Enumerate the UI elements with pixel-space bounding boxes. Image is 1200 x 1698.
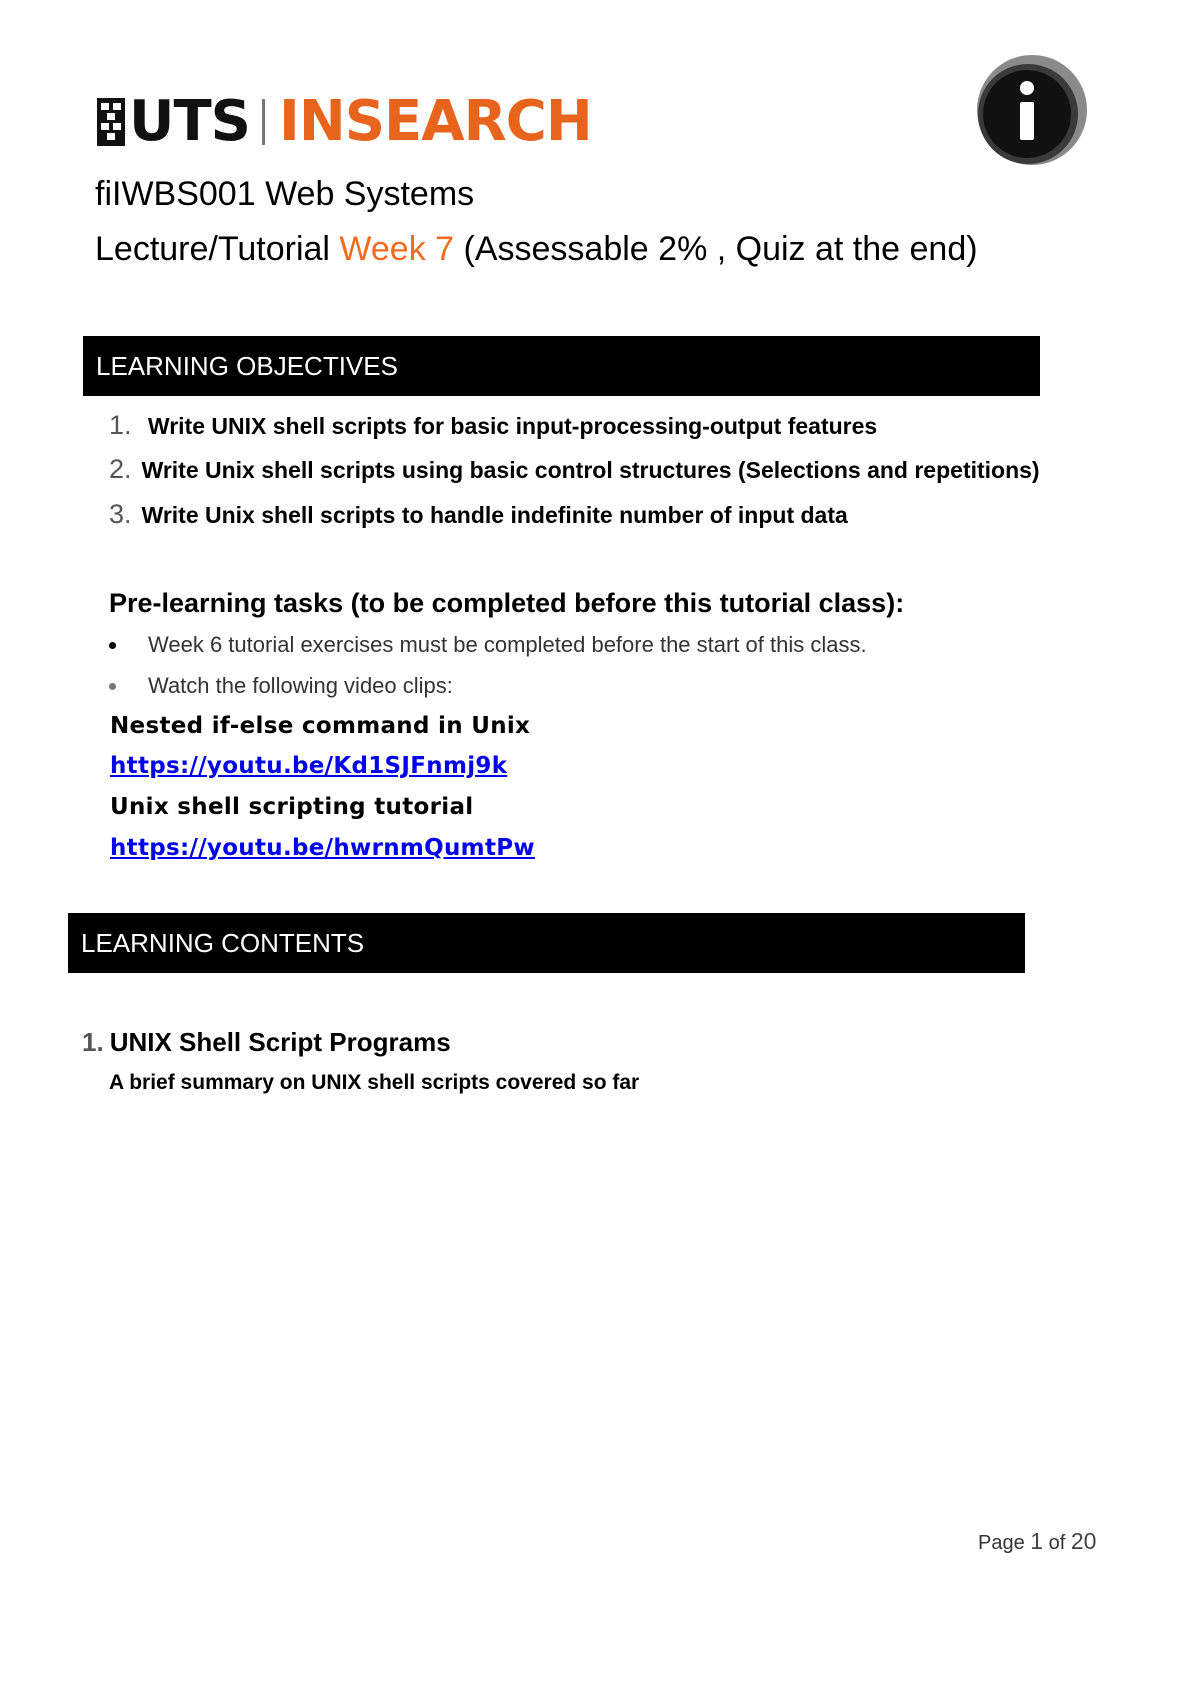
video-title: Unix shell scripting tutorial: [110, 794, 474, 820]
bullet-dot-icon: [109, 683, 116, 690]
bullet-text: Watch the following video clips:: [148, 673, 453, 698]
objective-item: [109, 452, 1040, 487]
logo-divider: [262, 99, 265, 145]
course-title: fiIWBS001 Web Systems: [95, 175, 475, 213]
lecture-subtitle: [95, 227, 978, 271]
objective-number: 3.: [109, 499, 132, 529]
uts-insearch-logo: [97, 89, 592, 154]
objective-text: Write Unix shell scripts using basic control structures (Selections and repetitions): [141, 457, 1040, 483]
objective-number: 2.: [109, 454, 132, 484]
page-word: Page: [978, 1532, 1031, 1554]
page-total: 20: [1070, 1528, 1097, 1554]
video-link[interactable]: https://youtu.be/hwrnmQumtPw: [110, 835, 535, 861]
logo-insearch-text: INSEARCH: [279, 89, 592, 154]
objective-text: Write UNIX shell scripts for basic input-processing-output features: [141, 413, 878, 439]
page-footer: [978, 1528, 1096, 1555]
section-number: 1.: [82, 1027, 104, 1057]
prelearning-title: Pre-learning tasks (to be completed before this tutorial class):: [109, 588, 905, 618]
video-title: Nested if-else command in Unix: [110, 713, 531, 739]
subtitle-week: Week 7: [339, 230, 455, 268]
subtitle-suffix: (Assessable 2% , Quiz at the end): [454, 230, 978, 268]
section-title: UNIX Shell Script Programs: [109, 1027, 451, 1057]
objective-text: Write Unix shell scripts to handle indefinite number of input data: [141, 502, 848, 528]
of-word: of: [1043, 1532, 1071, 1554]
bullet-text: Week 6 tutorial exercises must be completed before the start of this class.: [148, 632, 867, 657]
section-heading: [82, 1024, 451, 1060]
uts-crest-icon: [97, 98, 125, 146]
learning-contents-banner: LEARNING CONTENTS: [68, 913, 1025, 973]
info-icon: [970, 52, 1090, 172]
objective-item: [109, 408, 877, 443]
subtitle-prefix: Lecture/Tutorial: [95, 230, 340, 268]
logo-uts-text: UTS: [129, 89, 251, 154]
prelearning-bullet: [109, 671, 453, 701]
objective-number: 1.: [109, 410, 132, 440]
video-link[interactable]: https://youtu.be/Kd1SJFnmj9k: [110, 753, 508, 779]
bullet-dot-icon: [109, 642, 116, 649]
prelearning-bullet: [109, 630, 867, 660]
objective-item: [109, 497, 848, 532]
page-number: 1: [1030, 1528, 1044, 1554]
section-summary: A brief summary on UNIX shell scripts covered so far: [109, 1071, 640, 1094]
learning-objectives-banner: LEARNING OBJECTIVES: [83, 336, 1040, 396]
